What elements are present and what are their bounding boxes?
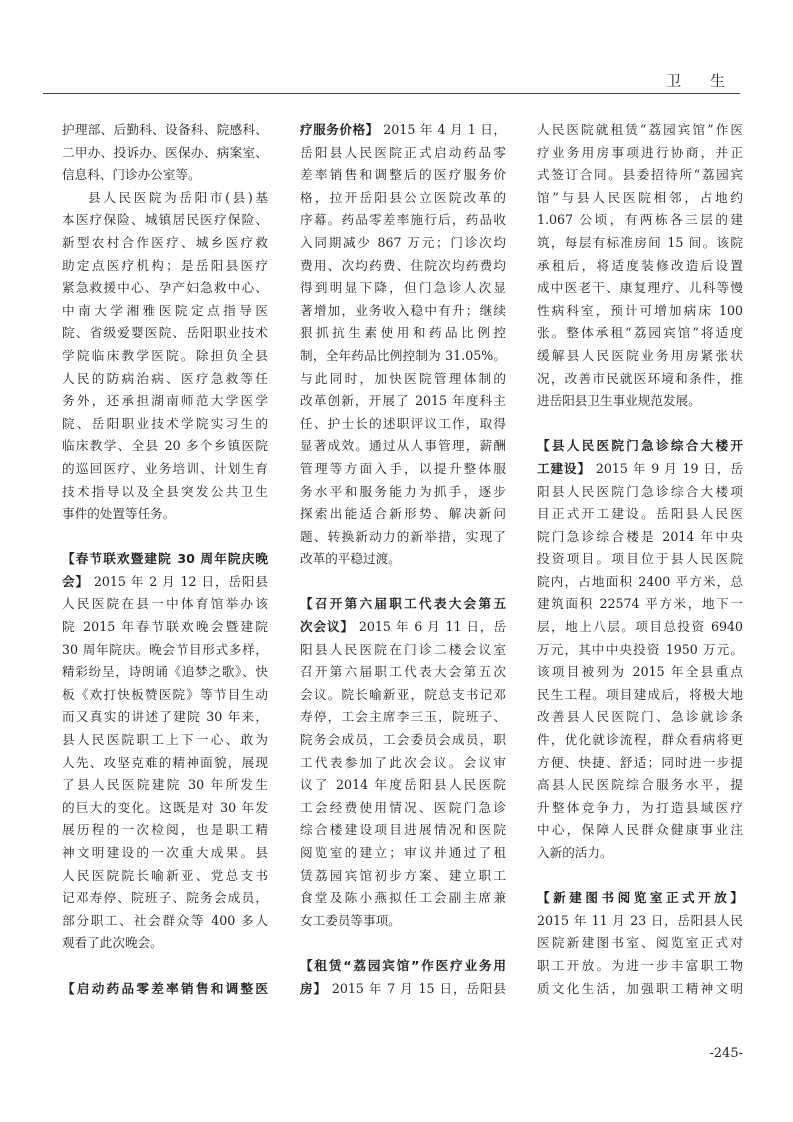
text-line [62,593,268,616]
body-text: 神文明建设的一次重大成果。县 [62,845,268,860]
text-line [537,390,743,413]
text-line [300,255,506,278]
text-line [62,481,268,504]
body-text: 质文化生活，加强职工精神文明 [537,980,743,996]
body-text: 县人民医院为岳阳市(县)基 [88,189,268,205]
body-text: 信息科、门诊办公室等。 [62,167,201,183]
text-line [537,910,743,933]
body-text: 医院新建图书室、阅览室正式对 [537,935,743,951]
text-line [537,345,743,368]
text-line [62,390,268,413]
body-text: 赁荔园宾馆初步方案、建立职工 [300,867,506,883]
entry-paragraph [300,955,506,1000]
paragraph-gap [62,955,268,978]
entry-paragraph [300,593,506,932]
body-text: 而又真实的讲述了建院 30 年来， [62,709,268,725]
text-line [300,300,506,323]
paragraph-gap [537,413,743,436]
body-text: 馆”与县人民医院相邻，占地约 [537,189,743,205]
entry-heading: 【新建图书阅览室正式开放】 [537,890,743,906]
text-line [300,593,506,616]
text-line [300,819,506,842]
body-paragraph [62,119,268,187]
text-line [62,932,268,955]
body-text: 民生工程。项目建成后，将极大地 [537,686,743,702]
text-line [300,119,506,142]
body-text: 人民的防病治病、医疗急救等任 [62,370,268,386]
text-line [537,322,743,345]
text-line [62,684,268,707]
body-text: 院内，占地面积 2400 平方米，总 [537,573,743,589]
body-text: 院务会成员，工会委员会成员，职 [300,732,506,748]
text-line [62,661,268,684]
text-line [62,616,268,639]
body-text: 精彩纷呈，诗朗诵《追梦之歌》、快 [62,664,268,680]
body-text: 2015 年 7 月 15 日，岳阳县 [326,980,507,996]
body-text: 1.067 公顷，有两栋各三层的建 [537,212,743,228]
body-text: 投资项目。项目位于县人民医院 [537,551,743,567]
text-line [62,368,268,391]
body-text: 件，优化就诊流程，群众看病将更 [537,732,743,748]
text-line [300,277,506,300]
text-line [537,300,743,323]
text-line [300,910,506,933]
body-text: 管理等方面入手，以提升整体服 [300,460,506,476]
text-line [300,842,506,865]
entry-paragraph [62,978,268,1001]
body-text: 议了 2014 年度岳阳县人民医院 [300,777,506,793]
text-line [62,209,268,232]
body-text: 2015 年 9 月 19 日，岳 [590,460,744,476]
body-text: 承租后，将适度装修改造后设置 [537,257,743,273]
text-line [62,277,268,300]
text-line [537,616,743,639]
text-line [537,458,743,481]
text-line [62,910,268,933]
text-line [537,684,743,707]
text-line [537,368,743,391]
text-line [62,639,268,662]
body-text: 2015 年 2 月 12 日，岳阳县 [88,573,269,589]
body-text: 题、转换新动力的新举措，实现了 [300,528,506,544]
text-column-3 [537,119,743,1000]
text-line [300,774,506,797]
body-text: 探索出能适合新形势、解决新问 [300,506,506,522]
body-text: 层，地上八层。项目总投资 6940 [537,619,743,635]
text-line [537,978,743,1001]
body-text: 改善县人民医院门、急诊就诊条 [537,709,743,725]
text-line [300,639,506,662]
text-line [300,481,506,504]
body-text: 县人民医院职工上下一心、敢为 [62,732,268,748]
body-text: 成中医老干、康复理疗、儿科等慢 [537,280,743,296]
body-text: 格，拉开岳阳县公立医院改革的 [300,189,506,205]
body-text: 工代表参加了此次会议。会议审 [300,754,506,770]
body-text: 制，全年药品比例控制为 31.05%。 [300,347,506,363]
entry-heading: 疗服务价格】 [300,122,379,137]
text-line [537,548,743,571]
entry-heading: 【启动药品零差率销售和调整医 [62,980,268,996]
text-line [300,503,506,526]
body-text: 食堂及陈小燕拟任工会副主席兼 [300,890,506,906]
body-text: 务水平和服务能力为抓手，逐步 [300,483,506,499]
body-text: 务外，还承担湖南师范大学医学 [62,393,268,409]
body-text: 高县人民医院综合服务水平，提 [537,777,743,793]
text-line [300,345,506,368]
text-line [62,978,268,1001]
entry-heading: 【租赁“荔园宾馆”作医疗业务用 [300,957,506,973]
text-line [537,142,743,165]
text-line [300,955,506,978]
body-text: 阅览室的建立；审议并通过了租 [300,845,506,860]
body-text: 升整体竞争力，为打造县域医疗 [537,799,743,815]
text-line [300,368,506,391]
text-line [62,345,268,368]
text-line [62,503,268,526]
text-line [537,187,743,210]
body-paragraph [537,119,743,413]
body-text: 建筑面积 22574 平方米，地下一 [537,596,743,612]
body-text: 中心，保障人民群众健康事业注 [537,822,743,838]
text-line [300,526,506,549]
body-text: 2015 年 11 月 23 日，岳阳县人民 [537,912,743,928]
entry-heading: 【县人民医院门急诊综合大楼开 [537,438,743,454]
text-line [62,300,268,323]
body-text: 综合楼建设项目进展情况和医院 [300,822,506,838]
body-text: 中南大学湘雅医院定点指导医 [62,302,268,318]
body-text: 工会经费使用情况、医院门急诊 [300,799,506,815]
text-line [537,526,743,549]
text-line [62,752,268,775]
text-line [62,819,268,842]
body-text: 院门急诊综合楼是 2014 年中央 [537,528,743,544]
text-line [537,435,743,458]
text-line [537,706,743,729]
body-text: 该项目被列为 2015 年全县重点 [537,664,743,680]
body-text: 展历程的一次检阅，也是职工精 [62,822,268,838]
entry-heading: 工建设】 [537,460,591,476]
body-text: 改革创新，开展了 2015 年度科主 [300,393,506,409]
entry-paragraph [537,887,743,1000]
body-text: 阳县人民医院门急诊综合大楼项 [537,483,743,499]
body-text: 紧急救援中心、孕产妇急救中心、 [62,280,268,296]
body-text: 了县人民医院建院 30 年所发生 [62,777,268,793]
body-text: 人民医院在县一中体育馆举办该 [62,596,268,612]
text-line [62,774,268,797]
running-head-section: 卫 生 [666,72,737,90]
body-text: 岳阳县人民医院正式启动药品零 [300,144,506,160]
body-text: 费用、次均药费、住院次均药费均 [300,257,506,273]
entry-heading: 会】 [62,573,89,589]
text-line [537,797,743,820]
body-text: 2015 年 6 月 11 日，岳 [353,619,507,635]
body-text: 况，改善市民就医环境和条件，推 [537,370,743,386]
entry-paragraph [537,435,743,864]
body-text: 助定点医疗机构；是岳阳县医疗 [62,257,268,273]
body-text: 人先、攻坚克难的精神面貌，展现 [62,754,268,770]
text-line [300,706,506,729]
text-line [300,752,506,775]
body-text: 的巨大的变化。这既是对 30 年发 [62,799,268,815]
body-text: 寿停，工会主席李三玉，院班子、 [300,709,506,725]
body-text: 事件的处置等任务。 [62,506,176,522]
text-line [62,255,268,278]
text-line [537,209,743,232]
body-text: 任、护士长的述职评议工作，取得 [300,415,506,431]
text-line [300,435,506,458]
text-line [300,322,506,345]
text-line [300,209,506,232]
body-text: 阳县人民医院在门诊二楼会议室 [300,641,506,657]
body-paragraph [62,187,268,526]
body-text: 人民医院院长喻新亚、党总支书 [62,867,268,883]
text-line [300,661,506,684]
body-text: 院 2015 年春节联欢晚会暨建院 [62,619,268,635]
text-line [62,729,268,752]
text-line [62,797,268,820]
text-line [537,774,743,797]
text-line [300,458,506,481]
text-line [300,548,506,571]
body-text: 部分职工、社会群众等 400 多人 [62,912,268,928]
body-text: 记邓寿停、院班子、院务会成员， [62,890,268,906]
body-text: 与此同时，加快医院管理体制的 [300,370,506,386]
entry-heading: 【春节联欢暨建院 30 周年院庆晚 [62,551,268,567]
entry-heading: 房】 [300,980,327,996]
body-text: 新型农村合作医疗、城乡医疗救 [62,234,268,250]
body-text: 人民医院就租赁“荔园宾馆”作医 [537,122,743,137]
body-text: 改革的平稳过渡。 [300,551,401,567]
text-line [300,684,506,707]
body-text: 入同期减少 867 万元；门诊次均 [300,234,506,250]
text-line [537,729,743,752]
text-line [62,232,268,255]
body-text: 目正式开工建设。岳阳县人民医 [537,506,743,522]
body-text: 显著成效。通过从人事管理，薪酬 [300,438,506,454]
body-text: 疗业务用房事项进行协商，并正 [537,144,743,160]
body-text: 本医疗保险、城镇居民医疗保险、 [62,212,268,228]
body-text: 学院临床教学医院。除担负全县 [62,347,268,363]
body-text: 板《欢打快板赞医院》等节目生动 [62,686,268,702]
text-line [62,164,268,187]
text-line [62,142,268,165]
text-line [300,232,506,255]
body-text: 女工委员等事项。 [300,912,401,928]
text-line [537,503,743,526]
text-line [537,255,743,278]
text-line [537,277,743,300]
body-text: 30 周年院庆。晚会节目形式多样， [62,641,268,657]
body-text: 得到明显下降，但门急诊人次显 [300,280,506,296]
text-line [300,142,506,165]
paragraph-gap [300,932,506,955]
entry-paragraph [62,548,268,955]
body-text: 护理部、后勤科、设备科、院感科、 [62,122,268,137]
text-line [62,187,268,210]
text-line [537,661,743,684]
text-line [300,865,506,888]
text-line [537,887,743,910]
body-text: 观看了此次晚会。 [62,935,163,951]
text-line [537,932,743,955]
text-line [537,593,743,616]
text-line [537,752,743,775]
text-line [537,232,743,255]
text-line [537,819,743,842]
body-text: 二甲办、投诉办、医保办、病案室、 [62,144,268,160]
text-line [537,842,743,865]
text-line [62,435,268,458]
body-text: 入新的活力。 [537,845,613,860]
text-line [300,887,506,910]
text-line [62,571,268,594]
body-text: 序幕。药品零差率施行后，药品收 [300,212,506,228]
text-line [537,955,743,978]
text-line [300,729,506,752]
text-line [300,616,506,639]
body-text: 万元，其中中央投资 1950 万元。 [537,641,743,657]
body-text: 式签订合同。县委招待所“荔园宾 [537,167,743,183]
text-line [62,865,268,888]
text-line [62,706,268,729]
header-rule [43,93,740,94]
text-line [537,119,743,142]
text-line [537,639,743,662]
entry-heading: 【召开第六届职工代表大会第五 [300,596,506,612]
body-text: 院、省级爱婴医院、岳阳职业技术 [62,325,268,341]
body-text: 2015 年 4 月 1 日， [378,122,506,137]
text-line [62,119,268,142]
text-column-1 [62,119,268,1000]
text-line [62,413,268,436]
body-text: 会议。院长喻新亚，院总支书记邓 [300,686,506,702]
body-text: 的巡回医疗、业务培训、计划生育 [62,460,268,476]
text-line [300,413,506,436]
body-text: 方便、快捷、舒适；同时进一步提 [537,754,743,770]
text-line [537,164,743,187]
paragraph-gap [300,571,506,594]
text-line [62,842,268,865]
body-text: 筑，每层有标准房间 15 间。该院 [537,234,743,250]
text-line [537,481,743,504]
entry-heading: 次会议】 [300,619,354,635]
paragraph-gap [62,526,268,549]
page-number: -245- [709,1046,743,1061]
body-text: 院、岳阳职业技术学院实习生的 [62,415,268,431]
text-column-2 [300,119,506,1000]
body-text: 著增加，业务收入稳中有升；继续 [300,302,506,318]
body-text: 狠抓抗生素使用和药品比例控 [300,325,506,341]
entry-paragraph [300,119,506,571]
body-text: 差率销售和调整后的医疗服务价 [300,167,506,183]
text-line [300,390,506,413]
text-line [300,797,506,820]
body-text: 性病科室，预计可增加病床 100 [537,302,743,318]
text-line [62,887,268,910]
body-text: 进岳阳县卫生事业规范发展。 [537,393,701,409]
body-text: 召开第六届职工代表大会第五次 [300,664,506,680]
body-text: 临床教学、全县 20 多个乡镇医院 [62,438,268,454]
text-line [62,322,268,345]
body-text: 张。整体承租“荔园宾馆”将适度 [537,325,743,341]
body-text: 职工开放。为进一步丰富职工物 [537,957,743,973]
text-line [300,978,506,1001]
text-line [62,458,268,481]
body-text: 缓解县人民医院业务用房紧张状 [537,347,743,363]
text-line [300,187,506,210]
text-line [537,571,743,594]
text-line [62,548,268,571]
body-text: 技术指导以及全县突发公共卫生 [62,483,268,499]
text-line [300,164,506,187]
paragraph-gap [537,865,743,888]
